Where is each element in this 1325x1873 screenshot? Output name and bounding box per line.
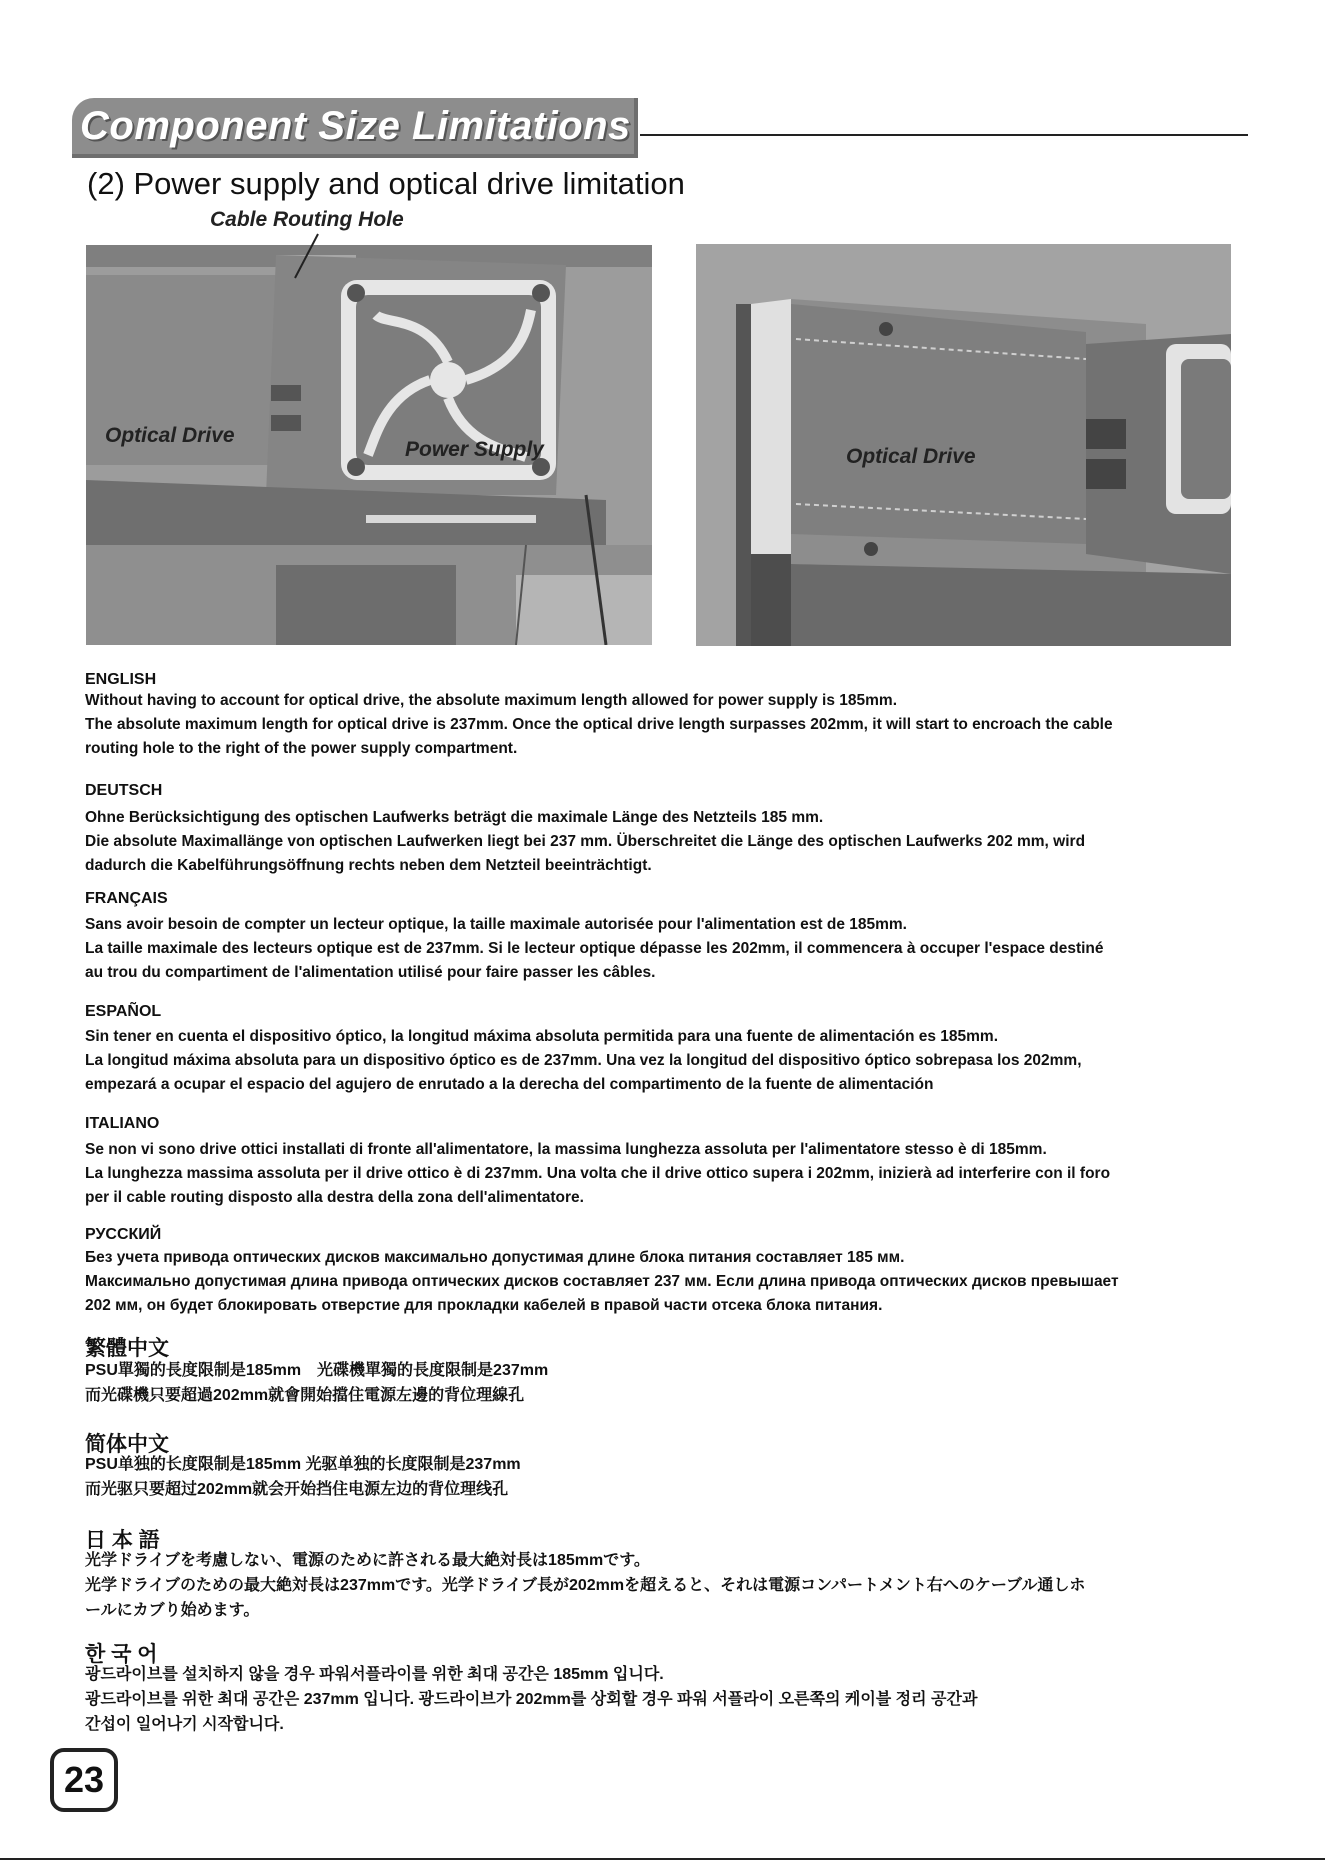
section-body-english (85, 689, 1113, 761)
section-heading-russian: РУССКИЙ (85, 1226, 162, 1243)
right-optical-drive-label: Optical Drive (846, 445, 976, 468)
text-line: Sans avoir besoin de compter un lecteur optique, la taille maximale autorisée pour l'alimentation est de 185mm. (85, 916, 907, 933)
text-line: routing hole to the right of the power supply compartment. (85, 740, 518, 757)
text-line: PSU單獨的長度限制是185mm 光碟機單獨的長度限制是237mm (85, 1362, 549, 1379)
section-heading-korean: 한 국 어 (85, 1643, 158, 1666)
bottom-rule (0, 1858, 1325, 1860)
text-line: The absolute maximum length for optical drive is 237mm. Once the optical drive length surpasses 202mm, it will start to encroach the cable (85, 716, 1113, 733)
section-heading-traditional-chinese: 繁體中文 (85, 1337, 169, 1360)
text-line: 광드라이브를 위한 최대 공간은 237mm 입니다. 광드라이브가 202mm를 상회할 경우 파워 서플라이 오른쪽의 케이블 정리 공간과 (85, 1691, 978, 1708)
cable-routing-hole-leader (190, 228, 330, 288)
section-body-korean (85, 1662, 977, 1737)
section-body-simplified-chinese (85, 1452, 521, 1502)
text-line: Максимально допустимая длина привода оптических дисков составляет 237 мм. Если длина привода оптических дисков превышает (85, 1273, 1119, 1290)
page-number: 23 (50, 1748, 118, 1812)
text-line: Without having to account for optical drive, the absolute maximum length allowed for power supply is 185mm. (85, 692, 898, 709)
section-heading-espanol: ESPAÑOL (85, 1003, 162, 1020)
text-line: Без учета привода оптических дисков максимально допустимая длине блока питания составляет 185 мм. (85, 1249, 905, 1266)
text-line: 광드라이브를 설치하지 않을 경우 파워서플라이를 위한 최대 공간은 185mm 입니다. (85, 1666, 664, 1683)
text-line: dadurch die Kabelführungsöffnung rechts neben dem Netzteil beeinträchtigt. (85, 857, 652, 874)
section-body-traditional-chinese (85, 1358, 548, 1408)
section-body-espanol (85, 1025, 1082, 1097)
cable-routing-hole-callout: Cable Routing Hole (210, 208, 404, 231)
text-line: La lunghezza massima assoluta per il drive ottico è di 237mm. Una volta che il drive ottico supera i 202mm, inizierà ad interferire con il foro (85, 1165, 1111, 1182)
section-body-deutsch (85, 806, 1085, 878)
text-line: per il cable routing disposto alla destra della zona dell'alimentatore. (85, 1189, 584, 1206)
section-heading-simplified-chinese: 简体中文 (85, 1433, 169, 1456)
section-body-francais (85, 913, 1104, 985)
section-heading-italiano: ITALIANO (85, 1115, 160, 1132)
section-heading-english: ENGLISH (85, 671, 157, 688)
text-line: 而光碟機只要超過202mm就會開始擋住電源左邊的背位理線孔 (85, 1387, 525, 1404)
text-line: ールにカブり始めます。 (85, 1602, 260, 1619)
page-title: Component Size Limitations (80, 104, 631, 148)
section-body-italiano (85, 1138, 1110, 1210)
power-supply-label: Power Supply (405, 438, 544, 461)
section-heading-francais: FRANÇAIS (85, 890, 168, 907)
text-line: empezará a ocupar el espacio del agujero de enrutado a la derecha del compartimento de la fuente de alimentación (85, 1076, 934, 1093)
text-line: 간섭이 일어나기 시작합니다. (85, 1716, 284, 1733)
text-line: 202 мм, он будет блокировать отверстие для прокладки кабелей в правой части отсека блока питания. (85, 1297, 883, 1314)
left-optical-drive-label: Optical Drive (105, 424, 235, 447)
section-subtitle: (2) Power supply and optical drive limitation (87, 166, 685, 201)
text-line: 而光驱只要超过202mm就会开始挡住电源左边的背位理线孔 (85, 1481, 509, 1498)
text-line: PSU单独的长度限制是185mm 光驱单独的长度限制是237mm (85, 1456, 521, 1473)
section-body-japanese (85, 1548, 1085, 1623)
section-body-russian (85, 1246, 1119, 1318)
text-line: La longitud máxima absoluta para un dispositivo óptico es de 237mm. Una vez la longitud del dispositivo óptico sobrepasa los 202mm, (85, 1052, 1082, 1069)
text-line: 光学ドライブのための最大絶対長は237mmです。光学ドライブ長が202mmを超えると、それは電源コンパートメント右へのケーブル通しホ (85, 1577, 1086, 1594)
header-rule (640, 134, 1248, 136)
text-line: Sin tener en cuenta el dispositivo óptico, la longitud máxima absoluta permitida para una fuente de alimentación es 185mm. (85, 1028, 998, 1045)
text-line: Die absolute Maximallänge von optischen Laufwerken liegt bei 237 mm. Überschreitet die Länge des optischen Laufwerks 202 mm, wird (85, 833, 1086, 850)
text-line: La taille maximale des lecteurs optique est de 237mm. Si le lecteur optique dépasse les 202mm, il commencera à occuper l'espace destiné (85, 940, 1104, 957)
text-line: Se non vi sono drive ottici installati di fronte all'alimentatore, la massima lunghezza assoluta per l'alimentatore stesso è di 185mm. (85, 1141, 1047, 1158)
section-heading-deutsch: DEUTSCH (85, 782, 163, 799)
text-line: Ohne Berücksichtigung des optischen Laufwerks beträgt die maximale Länge des Netzteils 185 mm. (85, 809, 824, 826)
text-line: 光学ドライブを考慮しない、電源のために許される最大絶対長は185mmです。 (85, 1552, 650, 1569)
text-line: au trou du compartiment de l'alimentation utilisé pour faire passer les câbles. (85, 964, 656, 981)
section-heading-japanese: 日 本 語 (85, 1529, 160, 1552)
